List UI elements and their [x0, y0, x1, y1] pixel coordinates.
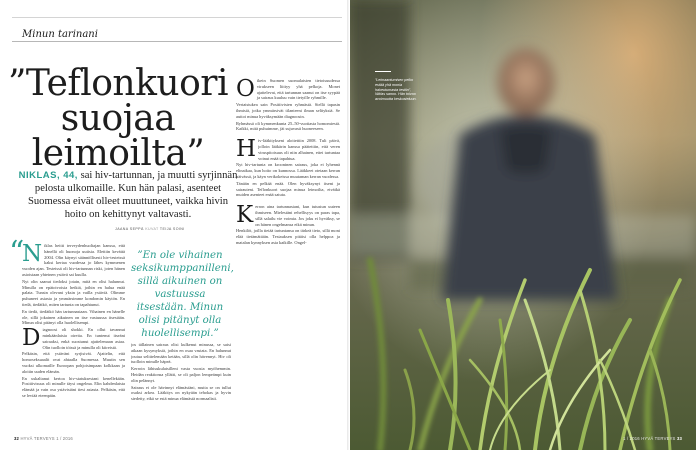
paragraph: Nyt hiv-tartunta on krooninen sairaus, joka ei lyhennä elinaikaa, kun hoito on kunnossa. Lääkkeet otetaan kerran päivässä, ja käyn verikokeissa muutaman kerran vuodessa.: [236, 162, 340, 179]
paragraph: En tiedä, tiedätkö hän tartunnastaan. Vihainen en hänelle ole, sillä jokainen aikuinen on itse vastuussa itsestään. Minun olisi pitänyt olla huolellisempi.: [22, 308, 125, 326]
footer-issue-right: 1 / 2016: [623, 436, 640, 441]
paragraph: [236, 78, 340, 101]
article-lead: [18, 169, 238, 221]
paragraph: Henkilöt, joilla tietää tartuntansa on tärkeä tieto, sillä moni elää tietämättään. Testauksen pitäisi olla helppoa ja matalan kynnyksen asia kaikille. Ongel-: [236, 228, 340, 245]
paragraph: jos tällainen sairaus olisi kulkenut minussa, se saisi aikaan kysymyksiä, joihin en osaa vastata. En halunnut joutua selittelemään ketään, sillä olin hävennyt. Hiv oli tuolloin minulle häpeä.: [131, 342, 231, 365]
byline: [115, 227, 185, 231]
opening-quote-mark-icon: “: [9, 235, 25, 270]
paragraph: En uskaltanut kertoa hiv-statuksestani kenellekään. Positiivisuus oli minulle täysi ongelma. Elin kahdenlaista elämää ja vain osa ystävistäni tiesi asiasta. Pelkäsin, että se leviää eteenpäin.: [22, 375, 125, 398]
headline-line-3: leimoilta”: [31, 133, 205, 174]
headline-line-2: suojaa: [60, 98, 176, 139]
pull-quote: ”En ole vihainen seksikumppanilleni, sillä aikuinen on vastuussa itsestään. Minun olisi pitänyt olla huolellisempi.”: [131, 250, 234, 339]
paragraph: Pelkäsin, että ystäväni syrjisivät. Ajattelin, että homoseksuaalit ovat ahtaalla Suomessa. Muutin sen vuoksi ulkomaille Euroopan pohjoisimpaan kolkkaan ja aloitin uuden elämän.: [22, 351, 125, 374]
gutter: [347, 0, 349, 450]
paragraph-text: ikein Suomen suomalaisten tietoisuudessa virukseen liittyy yhä pelkoja. Monet ajattelevat, että tartunnan saanut on itse syypää ja sairaus kuuluu vain tietyille ryhmille.: [256, 78, 340, 101]
paragraph-text: erron aina tartunnastani, kun tutustun uuteen ihmiseen. Mielestäni rehellisyys on paras tapa, sillä salailu vie voimia. Jos joku ei hyväksy, se on hänen ongelmansa eikä minun.: [255, 204, 340, 227]
paragraph-text: iklas heitti terveydenhuoltajan kanssa, että hänellä oli huonoja uutisia. Elettiin kevättä 2004. Olin käynyt säännöllisesti hiv-testeissä kaksi kertaa vuodessa jo lähes kymmenen vuoden ajan. Testeissä oli hiv-tartunnan riski, joten hänen asioistaan yhteinen ystävä sai kuulla.: [22, 243, 125, 277]
drop-cap: H: [236, 136, 257, 163]
footer-magazine-right: HYVÄ TERVEYS: [641, 436, 676, 441]
photo-caption: ”Leimaantumisen pelko estää yhä monia hakeutumasta testiin”, Niklas sanoo. Hän toivoo avoimuutta keskusteluun.: [375, 78, 417, 102]
footer-left: [14, 436, 73, 441]
article-column-1: [22, 243, 125, 431]
byline-photographer: TEIJA SOINI: [159, 227, 185, 231]
paragraph: [22, 243, 125, 278]
paragraph: Nyt olin saanut tiedoksi jotain, mitä en olisi halunnut. Minulla on epätoivoisia hetkiä, joihin en halua enää palata. Tunsin olevani yksin ja vailla ystäviä. Olimme puhuneet asiasta ja ymmärsimme kondomin käytön. En tiedä, tiedätkö, miten tartunta on tapahtunut.: [22, 278, 125, 307]
photo-illustration: [350, 0, 696, 450]
paragraph-text: iv-lääkitykseni aloitettiin 2008. Tuli päivä, jolloin lääkärin kanssa päätettiin, että veren viruspitoisuus oli niin alhainen, ettei tartuntaa voinut enää tapahtua.: [258, 138, 340, 161]
paragraph: [236, 204, 340, 227]
footer-right: [623, 436, 682, 441]
paragraph: Vertaistukea sain Positiivisten ryhmästä. Siellä tapasin ihmisiä, jotka ymmärsivät tilanteeni ilman selityksiä. Se auttoi minua hyväksymään diagnoosin.: [236, 102, 340, 119]
lead-kicker: NIKLAS, 44,: [18, 170, 78, 181]
headline-line-1: ”Teflonkuori: [7, 63, 229, 104]
byline-author: JAANA SEPPÄ: [115, 227, 144, 231]
article-column-2: [131, 342, 231, 431]
article-column-3: [236, 78, 340, 431]
paragraph: [236, 138, 340, 161]
drop-cap: K: [236, 202, 254, 229]
footer-issue-left: 1 / 2016: [56, 436, 73, 441]
section-label: Minun tarinani: [22, 29, 98, 40]
drop-cap: O: [236, 78, 255, 102]
drop-cap: D: [22, 325, 41, 352]
paragraph: Kerroin lähisukulaisilleni vasta vuosia myöhemmin. Heidän reaktionsa yllätti, se oli paljon lempeämpi kuin olin pelännyt.: [131, 366, 231, 383]
byline-photo-label: KUVAT: [145, 227, 159, 231]
page-number-left: 32: [14, 436, 20, 441]
paragraph: [22, 327, 125, 350]
page-number-right: 33: [676, 436, 682, 441]
article-headline: [0, 63, 236, 174]
paragraph: Sairaus ei ole hävinnyt elämästäni, mutta se on tullut osaksi arkea. Lääkitys on nykyään tehokas ja hyvin siedetty, eikä se estä minua elämästä normaalisti.: [131, 384, 231, 402]
drop-cap: N: [22, 243, 43, 267]
footer-magazine-left: HYVÄ TERVEYS: [20, 436, 55, 441]
caption-rule: [375, 71, 391, 72]
portrait-photo: [350, 0, 696, 450]
top-rule: [12, 41, 342, 42]
paragraph: Tänään en pelkää enää. Olen hyväksynyt itseni ja sairauteni. Teflonkuori suojaa minua leimoilta, eivätkä muiden asenteet enää satuta.: [236, 180, 340, 198]
paragraph: Ryhmässä oli kymmenkunta 25–50-vuotiasta homomiestä. Kaikki, mitä puhuimme, jäi sujuvasti huoneeseen.: [236, 120, 340, 132]
paragraph-text: iagnoosi oli shokki. En ollut tavannut minkäänlaisia oireita. En tuntenut itseäni sairaaksi, enkä suostunut ajattelemaan asiaa. Olin tuolloin töissä ja minulla oli kiireistä.: [42, 327, 125, 350]
lead-text: sai hiv-tartunnan, ja muutti syrjinnän pelosta ulkomaille. Kun hän palasi, asenteet Suomessa eivät olleet muuttuneet, vaikka hivin hoito on kehittynyt valtavasti.: [27, 170, 238, 220]
top-rule-thin: [12, 17, 342, 18]
